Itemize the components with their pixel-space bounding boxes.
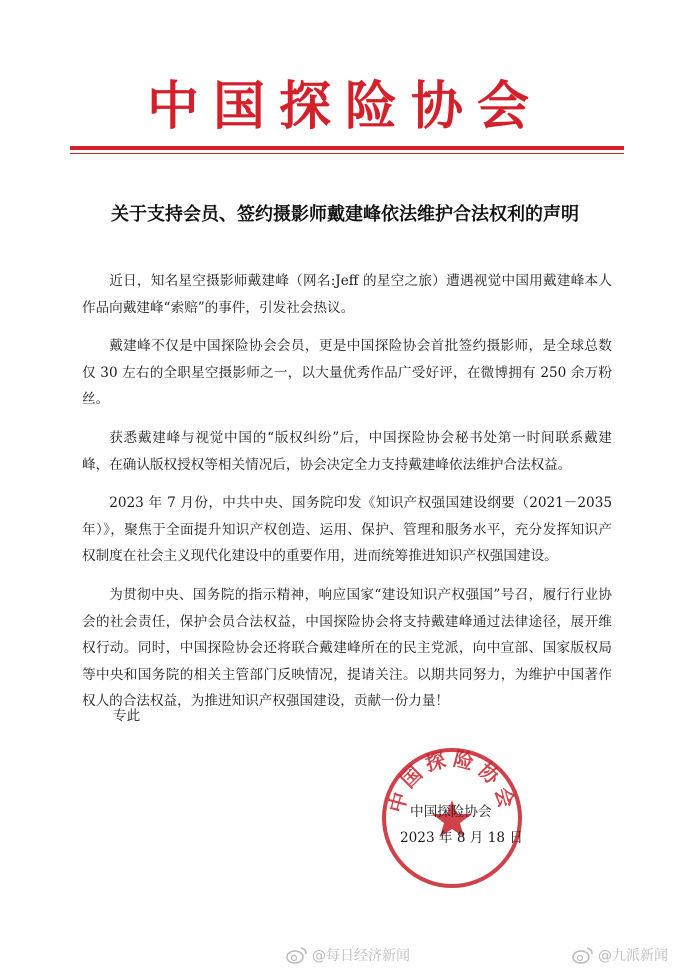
document-title: 关于支持会员、签约摄影师戴建峰依法维护合法权利的声明	[111, 204, 579, 225]
signature-org: 中国探险协会	[410, 804, 492, 820]
paragraph: 获悉戴建峰与视觉中国的“版权纠纷”后，中国探险协会秘书处第一时间联系戴建峰，在确认版权授权等相关情况后，协会决定全力支持戴建峰依法维护合法权益。	[82, 429, 612, 473]
watermark-text: @九派新闻	[598, 948, 668, 964]
letterhead-title: 中国探险协会	[146, 77, 543, 137]
watermark	[286, 944, 410, 966]
closing-text: 专此	[113, 708, 141, 724]
signature-date: 2023 年 8 月 18 日	[400, 830, 523, 846]
weibo-icon	[572, 946, 594, 964]
paragraph: 近日，知名星空摄影师戴建峰（网名:Jeff 的星空之旅）遭遇视觉中国用戴建峰本人作品向戴建峰“索赔”的事件，引发社会热议。	[82, 273, 612, 316]
watermark	[572, 944, 668, 966]
letterhead-rule-thin	[70, 153, 624, 154]
document-body	[82, 268, 612, 727]
letterhead-rule-thick	[70, 146, 624, 150]
weibo-icon	[286, 946, 308, 964]
paragraph: 2023 年 7 月份，中共中央、国务院印发《知识产权强国建设纲要（2021－2035年）》，聚焦于全面提升知识产权创造、运用、保护、管理和服务水平，充分发挥知识产权制度在社会主义现代化建设中的重要作用，进而统筹推进知识产权强国建设。	[82, 495, 612, 565]
paragraph: 为贯彻中央、国务院的指示精神，响应国家“建设知识产权强国”号召，履行行业协会的社会责任，保护会员合法权益，中国探险协会将支持戴建峰通过法律途径，展开维权行动。同时，中国探险协会还将联合戴建峰所在的民主党派，向中宣部、国家版权局等中央和国务院的相关主管部门反映情况，提请关注。以期共同努力，为维护中国著作权人的合法权益，为推进知识产权强国建设，贡献一份力量！	[82, 586, 612, 710]
paragraph: 戴建峰不仅是中国探险协会会员，更是中国探险协会首批签约摄影师，是全球总数仅 30 左右的全职星空摄影师之一，以大量优秀作品广受好评，在微博拥有 250 余万粉丝。	[82, 338, 612, 408]
svg-text:中国探险协会: 中国探险协会	[384, 746, 520, 816]
watermark-text: @每日经济新闻	[312, 948, 410, 964]
